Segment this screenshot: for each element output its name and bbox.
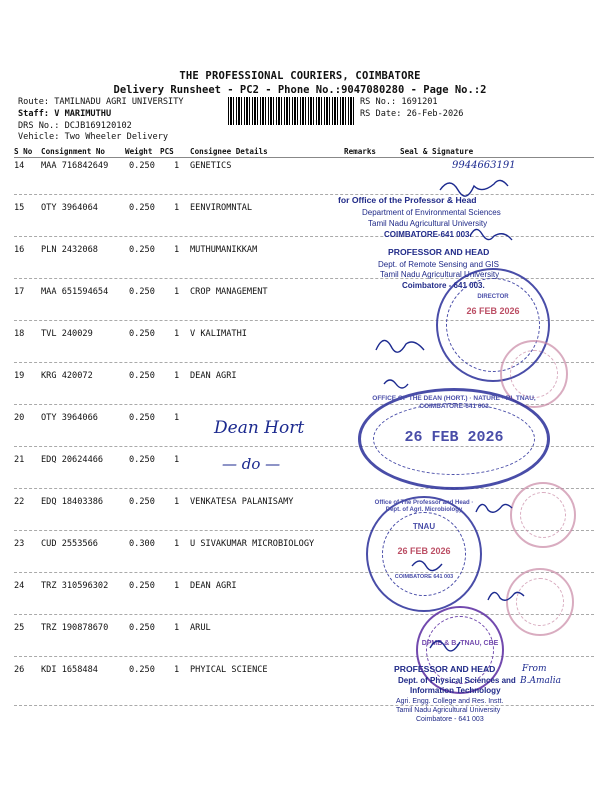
stamp-phys-line3: Information Technology (410, 686, 501, 695)
row-pcs: 1 (174, 161, 180, 171)
row-sno: 24 (14, 581, 25, 591)
row-consignment: EDQ 20624466 (41, 455, 104, 465)
col-remarks: Remarks (344, 147, 377, 156)
handwritten-ditto: — do — (222, 455, 281, 473)
row-weight: 0.250 (129, 413, 155, 423)
row-consignment: PLN 2432068 (41, 245, 98, 255)
row-consignee: DEAN AGRI (190, 581, 237, 591)
row-weight: 0.250 (129, 203, 155, 213)
row-weight: 0.250 (129, 287, 155, 297)
row-pcs: 1 (174, 245, 180, 255)
row-sno: 22 (14, 497, 25, 507)
row-weight: 0.250 (129, 497, 155, 507)
row-weight: 0.300 (129, 539, 155, 549)
stamp-gis-line1: PROFESSOR AND HEAD (388, 247, 490, 257)
stamp-prof-center: TNAU (412, 522, 436, 531)
signature-row24 (488, 592, 524, 600)
row-weight: 0.250 (129, 245, 155, 255)
stamp-director-label: DIRECTOR (477, 294, 509, 300)
row-consignment: MAA 716842649 (41, 161, 109, 171)
row-sno: 18 (14, 329, 25, 339)
row-consignee: U SIVAKUMAR MICROBIOLOGY (190, 539, 315, 549)
row-consignment: TRZ 190878670 (41, 623, 109, 633)
row-pcs: 1 (174, 413, 180, 423)
stamp-phys-line1: PROFESSOR AND HEAD (394, 664, 496, 674)
handwritten-dean-hort: Dean Hort (214, 418, 305, 438)
row-sno: 26 (14, 665, 25, 675)
row-pcs: 1 (174, 581, 180, 591)
row-pcs: 1 (174, 497, 180, 507)
stamp-gis-line3: Tamil Nadu Agricultural University (380, 270, 500, 279)
row-pcs: 1 (174, 665, 180, 675)
row-consignee: ARUL (190, 623, 211, 633)
signature-row22 (476, 504, 512, 512)
company-title: THE PROFESSIONAL COURIERS, COIMBATORE (179, 70, 421, 82)
stamp-phys-line4: Agri. Engg. College and Res. Instt. (396, 698, 504, 705)
handwritten-phone: 9944663191 (452, 160, 516, 171)
col-weight: Weight (125, 147, 153, 156)
stamp-env-line2: Department of Environmental Sciences (362, 208, 501, 217)
row-sno: 19 (14, 371, 25, 381)
row-weight: 0.250 (129, 161, 155, 171)
row-sno: 14 (14, 161, 25, 171)
stamp-prof-date: 26 FEB 2026 (397, 546, 451, 556)
signature-row19 (384, 380, 408, 388)
row-consignment: EDQ 18403386 (41, 497, 104, 507)
row-sno: 23 (14, 539, 25, 549)
row-sno: 16 (14, 245, 25, 255)
drs-label: DRS No.: DCJB169120102 (18, 121, 132, 131)
signature-row23 (412, 561, 442, 571)
row-consignee: EENVIROMNTAL (190, 203, 253, 213)
row-consignee: V KALIMATHI (190, 329, 247, 339)
rs-date: RS Date: 26-Feb-2026 (360, 109, 464, 119)
stamp-dean-date: 26 FEB 2026 (404, 429, 504, 446)
row-weight: 0.250 (129, 329, 155, 339)
row-weight: 0.250 (129, 581, 155, 591)
stamp-director-date: 26 FEB 2026 (466, 306, 520, 316)
stamp-phys-line6: Coimbatore - 641 003 (416, 716, 484, 723)
row-weight: 0.250 (129, 371, 155, 381)
row-consignee: GENETICS (190, 161, 232, 171)
row-pcs: 1 (174, 287, 180, 297)
col-sno: S No (14, 147, 33, 156)
vehicle-label: Vehicle: Two Wheeler Delivery (18, 132, 169, 142)
row-consignee: MUTHUMANIKKAM (190, 245, 258, 255)
stamp-gis-line4: Coimbatore - 641 003. (402, 281, 485, 290)
stamp-gis-line2: Dept. of Remote Sensing and GIS (378, 260, 499, 269)
rs-number: RS No.: 1691201 (360, 97, 438, 107)
col-consignee: Consignee Details (190, 147, 268, 156)
col-pcs: PCS (160, 147, 174, 156)
signature-row16 (470, 229, 512, 240)
row-weight: 0.250 (129, 455, 155, 465)
stamp-prof-city: COIMBATORE 641 003 (394, 574, 454, 580)
col-consignment: Consignment No (41, 147, 106, 156)
row-pcs: 1 (174, 623, 180, 633)
row-consignment: KRG 420072 (41, 371, 93, 381)
row-consignee: DEAN AGRI (190, 371, 237, 381)
stamp-env-line4: COIMBATORE-641 003. (384, 230, 472, 239)
stamp-prof-ring: Office of The Professor and Head · Dept. of Agrl. Microbiology (374, 500, 474, 513)
row-pcs: 1 (174, 539, 180, 549)
stamp-phys-line5: Tamil Nadu Agricultural University (396, 707, 501, 714)
stamp-dean-ring: OFFICE OF THE DEAN (HORT.) · NATURE · RI, TNAU, COIMBATORE-641 003 (372, 395, 536, 410)
runsheet-title: Delivery Runsheet - PC2 - Phone No.:9047080280 - Page No.:2 (113, 84, 487, 96)
row-consignment: CUD 2553566 (41, 539, 98, 549)
row-pcs: 1 (174, 371, 180, 381)
route-label: Route: TAMILNADU AGRI UNIVERSITY (18, 97, 184, 107)
row-pcs: 1 (174, 203, 180, 213)
signature-row18 (376, 340, 424, 352)
row-consignment: MAA 651594654 (41, 287, 109, 297)
row-consignee: CROP MANAGEMENT (190, 287, 268, 297)
stamp-env-line3: Tamil Nadu Agricultural University (368, 219, 488, 228)
row-consignment: KDI 1658484 (41, 665, 98, 675)
row-sno: 21 (14, 455, 25, 465)
row-consignment: TVL 240029 (41, 329, 93, 339)
handwritten-from: From (522, 664, 547, 674)
row-sno: 17 (14, 287, 25, 297)
stamp-env-line1: for Office of the Professor & Head (338, 195, 477, 205)
row-sno: 20 (14, 413, 25, 423)
row-consignment: OTY 3964064 (41, 203, 98, 213)
col-seal: Seal & Signature (400, 147, 474, 156)
row-sno: 25 (14, 623, 25, 633)
handwritten-from-name: B.Amalia (520, 676, 561, 686)
signature-row14 (440, 180, 508, 196)
signature-row25 (430, 641, 460, 651)
row-consignee: PHYICAL SCIENCE (190, 665, 268, 675)
row-sno: 15 (14, 203, 25, 213)
row-pcs: 1 (174, 329, 180, 339)
staff-label: Staff: V MARIMUTHU (18, 109, 112, 119)
stamp-phys-line2: Dept. of Physical Sciences and (398, 676, 516, 685)
row-consignment: TRZ 310596302 (41, 581, 109, 591)
row-consignee: VENKATESA PALANISAMY (190, 497, 294, 507)
stamp-dpmb-ring: DPMB & B, TNAU, CBE (421, 640, 499, 647)
row-consignment: OTY 3964066 (41, 413, 98, 423)
row-pcs: 1 (174, 455, 180, 465)
row-weight: 0.250 (129, 623, 155, 633)
row-weight: 0.250 (129, 665, 155, 675)
